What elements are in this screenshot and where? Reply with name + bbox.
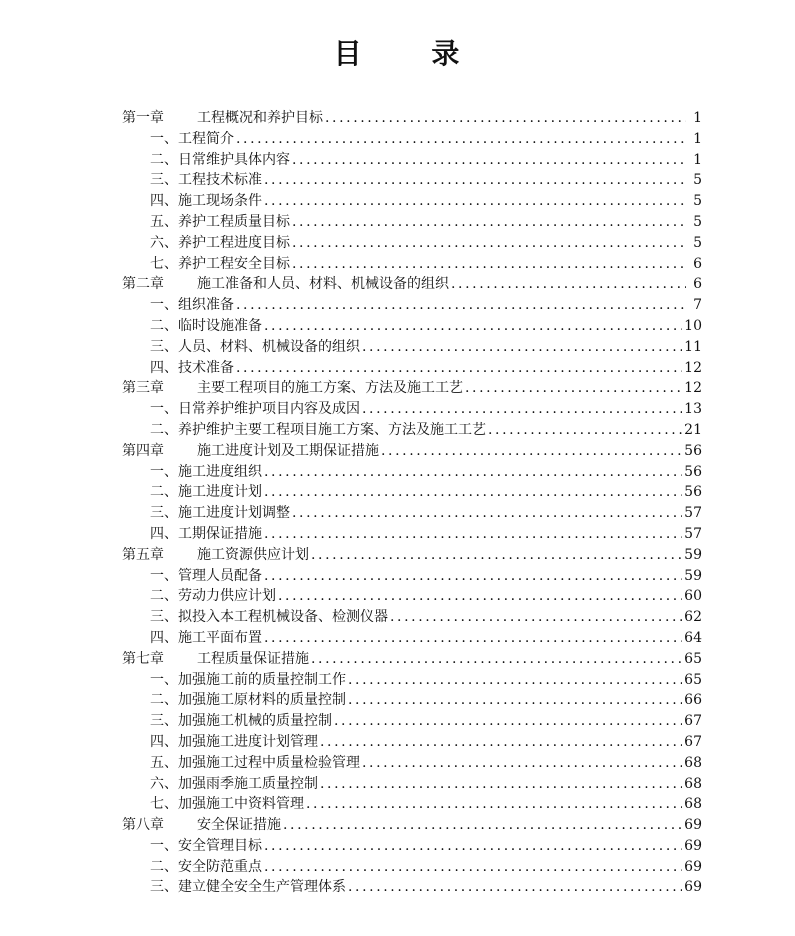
- toc-entry-label: [122, 274, 449, 295]
- page-number: 67: [684, 713, 702, 730]
- toc-entry-label: [122, 857, 262, 878]
- toc-entry-text: 四、施工现场条件: [150, 193, 262, 210]
- toc-entry-label: [122, 254, 290, 275]
- toc-section-entry[interactable]: [122, 295, 702, 316]
- dot-leader: [292, 150, 686, 171]
- dot-leader: [264, 836, 682, 857]
- page-number: 59: [684, 546, 702, 563]
- page-number: 67: [684, 733, 702, 750]
- toc-section-entry[interactable]: [122, 794, 702, 815]
- dot-leader: [264, 524, 682, 545]
- toc-section-entry[interactable]: [122, 462, 702, 483]
- dot-leader: [311, 649, 682, 670]
- dot-leader: [488, 420, 682, 441]
- toc-section-entry[interactable]: [122, 191, 702, 212]
- toc-section-entry[interactable]: [122, 337, 702, 358]
- toc-section-entry[interactable]: [122, 607, 702, 628]
- page-number: 68: [684, 754, 702, 771]
- toc-entry-text: 主要工程项目的施工方案、方法及施工工艺: [197, 380, 463, 397]
- dot-leader: [311, 545, 682, 566]
- toc-entry-text: 三、拟投入本工程机械设备、检测仪器: [150, 609, 388, 626]
- dot-leader: [264, 482, 682, 503]
- toc-entry-label: [122, 836, 262, 857]
- toc-entry-label: [122, 337, 360, 358]
- page-number: 11: [684, 338, 702, 355]
- toc-entry-text: 五、养护工程质量目标: [150, 213, 290, 230]
- toc-section-entry[interactable]: [122, 316, 702, 337]
- toc-entry-label: [122, 462, 262, 483]
- page-number: 68: [684, 796, 702, 813]
- dot-leader: [292, 503, 682, 524]
- page-number: 5: [693, 213, 702, 230]
- page-number: 1: [693, 151, 702, 168]
- dot-leader: [390, 607, 682, 628]
- toc-entry-text: 六、加强雨季施工质量控制: [150, 775, 318, 792]
- toc-entry-text: 一、管理人员配备: [150, 567, 262, 584]
- dot-leader: [264, 857, 682, 878]
- toc-entry-label: [122, 295, 234, 316]
- toc-entry-text: 一、加强施工前的质量控制工作: [150, 671, 346, 688]
- dot-leader: [278, 586, 682, 607]
- toc-section-entry[interactable]: [122, 254, 702, 275]
- toc-entry-label: [122, 212, 290, 233]
- toc-entry-label: [122, 815, 281, 836]
- page-number: 59: [684, 567, 702, 584]
- toc-entry-text: 一、施工进度组织: [150, 463, 262, 480]
- toc-entry-label: [122, 607, 388, 628]
- toc-entry-text: 一、日常养护维护项目内容及成因: [150, 401, 360, 418]
- toc-chapter-entry[interactable]: [122, 441, 702, 462]
- toc-entry-text: 三、加强施工机械的质量控制: [150, 713, 332, 730]
- toc-entry-label: [122, 503, 290, 524]
- toc-chapter-entry[interactable]: [122, 274, 702, 295]
- page-number: 57: [684, 525, 702, 542]
- toc-entry-text: 六、养护工程进度目标: [150, 234, 290, 251]
- page-number: 66: [684, 692, 702, 709]
- toc-entry-label: [122, 774, 318, 795]
- dot-leader: [264, 170, 686, 191]
- chapter-number: 第七章: [122, 650, 164, 667]
- page-number: 62: [684, 609, 702, 626]
- toc-section-entry[interactable]: [122, 774, 702, 795]
- page-number: 64: [684, 629, 702, 646]
- dot-leader: [264, 628, 682, 649]
- toc-entry-text: 二、临时设施准备: [150, 317, 262, 334]
- dot-leader: [306, 794, 682, 815]
- toc-section-entry[interactable]: [122, 150, 702, 171]
- toc-entry-text: 工程质量保证措施: [197, 650, 309, 667]
- page-number: 65: [684, 671, 702, 688]
- toc-section-entry[interactable]: [122, 753, 702, 774]
- toc-entry-text: 四、工期保证措施: [150, 525, 262, 542]
- dot-leader: [292, 254, 686, 275]
- page-number: 65: [684, 650, 702, 667]
- dot-leader: [348, 670, 682, 691]
- toc-section-entry[interactable]: [122, 877, 702, 898]
- dot-leader: [348, 690, 682, 711]
- page-number: 57: [684, 505, 702, 522]
- dot-leader: [236, 129, 686, 150]
- dot-leader: [325, 108, 686, 129]
- toc-entry-text: 施工进度计划及工期保证措施: [197, 442, 379, 459]
- table-of-contents: [122, 108, 702, 898]
- toc-entry-text: 四、施工平面布置: [150, 629, 262, 646]
- dot-leader: [362, 337, 682, 358]
- dot-leader: [320, 732, 682, 753]
- toc-entry-text: 七、加强施工中资料管理: [150, 796, 304, 813]
- dot-leader: [334, 711, 682, 732]
- toc-entry-label: [122, 378, 463, 399]
- toc-entry-label: [122, 420, 486, 441]
- toc-section-entry[interactable]: [122, 503, 702, 524]
- dot-leader: [348, 877, 682, 898]
- toc-entry-label: [122, 753, 360, 774]
- page-number: 6: [693, 276, 702, 293]
- toc-entry-text: 四、加强施工进度计划管理: [150, 733, 318, 750]
- toc-entry-label: [122, 441, 379, 462]
- toc-entry-text: 二、劳动力供应计划: [150, 588, 276, 605]
- toc-entry-text: 三、施工进度计划调整: [150, 505, 290, 522]
- toc-entry-text: 一、安全管理目标: [150, 837, 262, 854]
- toc-entry-text: 三、建立健全安全生产管理体系: [150, 879, 346, 896]
- page-number: 60: [684, 588, 702, 605]
- page-number: 21: [684, 421, 702, 438]
- dot-leader: [320, 774, 682, 795]
- page-number: 69: [684, 837, 702, 854]
- toc-entry-text: 二、养护维护主要工程项目施工方案、方法及施工工艺: [150, 421, 486, 438]
- toc-section-entry[interactable]: [122, 732, 702, 753]
- toc-entry-text: 二、日常维护具体内容: [150, 151, 290, 168]
- page-number: 12: [684, 359, 702, 376]
- page-number: 5: [693, 172, 702, 189]
- toc-entry-label: [122, 233, 290, 254]
- toc-section-entry[interactable]: [122, 212, 702, 233]
- dot-leader: [236, 295, 686, 316]
- toc-entry-label: [122, 794, 304, 815]
- page-number: 12: [684, 380, 702, 397]
- page-number: 69: [684, 858, 702, 875]
- chapter-number: 第一章: [122, 110, 164, 126]
- toc-entry-text: 施工准备和人员、材料、机械设备的组织: [197, 276, 449, 293]
- toc-section-entry[interactable]: [122, 399, 702, 420]
- toc-entry-label: [122, 690, 346, 711]
- dot-leader: [264, 462, 682, 483]
- toc-entry-text: 一、工程简介: [150, 130, 234, 147]
- toc-section-entry[interactable]: [122, 482, 702, 503]
- toc-entry-label: [122, 545, 309, 566]
- dot-leader: [264, 566, 682, 587]
- toc-section-entry[interactable]: [122, 524, 702, 545]
- toc-section-entry[interactable]: [122, 129, 702, 150]
- page-title: 目 录: [333, 37, 490, 70]
- page-number: 68: [684, 775, 702, 792]
- page-number: 5: [693, 234, 702, 251]
- page-number: 6: [693, 255, 702, 272]
- toc-section-entry[interactable]: [122, 420, 702, 441]
- toc-entry-label: [122, 399, 360, 420]
- chapter-number: 第三章: [122, 380, 164, 397]
- toc-entry-text: 七、养护工程安全目标: [150, 255, 290, 272]
- toc-entry-label: [122, 877, 346, 898]
- dot-leader: [362, 753, 682, 774]
- dot-leader: [264, 316, 682, 337]
- toc-entry-label: [122, 566, 262, 587]
- page-number: 10: [684, 317, 702, 334]
- toc-chapter-entry[interactable]: [122, 545, 702, 566]
- toc-section-entry[interactable]: [122, 566, 702, 587]
- toc-chapter-entry[interactable]: [122, 815, 702, 836]
- toc-chapter-entry[interactable]: [122, 378, 702, 399]
- chapter-number: 第八章: [122, 817, 164, 834]
- chapter-number: 第二章: [122, 276, 164, 293]
- page-number: 56: [684, 484, 702, 501]
- toc-entry-text: 施工资源供应计划: [197, 546, 309, 563]
- toc-entry-label: [122, 482, 262, 503]
- toc-entry-label: [122, 129, 234, 150]
- toc-entry-text: 二、加强施工原材料的质量控制: [150, 692, 346, 709]
- page-number: 56: [684, 442, 702, 459]
- page-number: 5: [693, 193, 702, 210]
- dot-leader: [264, 191, 686, 212]
- toc-entry-text: 三、工程技术标准: [150, 172, 262, 189]
- toc-chapter-entry[interactable]: [122, 108, 702, 129]
- chapter-number: 第五章: [122, 546, 164, 563]
- toc-entry-text: 二、施工进度计划: [150, 484, 262, 501]
- toc-entry-label: [122, 150, 290, 171]
- toc-section-entry[interactable]: [122, 358, 702, 379]
- page-number: 69: [684, 817, 702, 834]
- toc-entry-label: [122, 108, 323, 129]
- dot-leader: [451, 274, 686, 295]
- toc-section-entry[interactable]: [122, 836, 702, 857]
- page-number: 56: [684, 463, 702, 480]
- toc-section-entry[interactable]: [122, 711, 702, 732]
- toc-entry-label: [122, 670, 346, 691]
- dot-leader: [465, 378, 682, 399]
- toc-entry-label: [122, 732, 318, 753]
- toc-entry-text: 二、安全防范重点: [150, 858, 262, 875]
- dot-leader: [283, 815, 682, 836]
- page-number: 7: [693, 297, 702, 314]
- toc-section-entry[interactable]: [122, 857, 702, 878]
- toc-section-entry[interactable]: [122, 690, 702, 711]
- dot-leader: [292, 233, 686, 254]
- toc-entry-label: [122, 649, 309, 670]
- toc-entry-text: 四、技术准备: [150, 359, 234, 376]
- page-number: 13: [684, 401, 702, 418]
- toc-chapter-entry[interactable]: [122, 649, 702, 670]
- toc-section-entry[interactable]: [122, 628, 702, 649]
- page-number: 1: [693, 130, 702, 147]
- chapter-number: 第四章: [122, 442, 164, 459]
- dot-leader: [236, 358, 682, 379]
- toc-entry-text: 安全保证措施: [197, 817, 281, 834]
- dot-leader: [362, 399, 682, 420]
- toc-section-entry[interactable]: [122, 586, 702, 607]
- toc-section-entry[interactable]: [122, 670, 702, 691]
- toc-entry-text: 工程概况和养护目标: [197, 110, 323, 126]
- toc-entry-label: [122, 316, 262, 337]
- toc-entry-text: 一、组织准备: [150, 297, 234, 314]
- page-number: 1: [693, 110, 702, 126]
- toc-entry-label: [122, 586, 276, 607]
- toc-entry-label: [122, 191, 262, 212]
- page-number: 69: [684, 879, 702, 896]
- toc-entry-label: [122, 711, 332, 732]
- toc-entry-label: [122, 358, 234, 379]
- toc-section-entry[interactable]: [122, 170, 702, 191]
- toc-entry-text: 五、加强施工过程中质量检验管理: [150, 754, 360, 771]
- dot-leader: [381, 441, 682, 462]
- dot-leader: [292, 212, 686, 233]
- toc-entry-label: [122, 170, 262, 191]
- toc-section-entry[interactable]: [122, 233, 702, 254]
- toc-entry-label: [122, 524, 262, 545]
- toc-entry-text: 三、人员、材料、机械设备的组织: [150, 338, 360, 355]
- toc-entry-label: [122, 628, 262, 649]
